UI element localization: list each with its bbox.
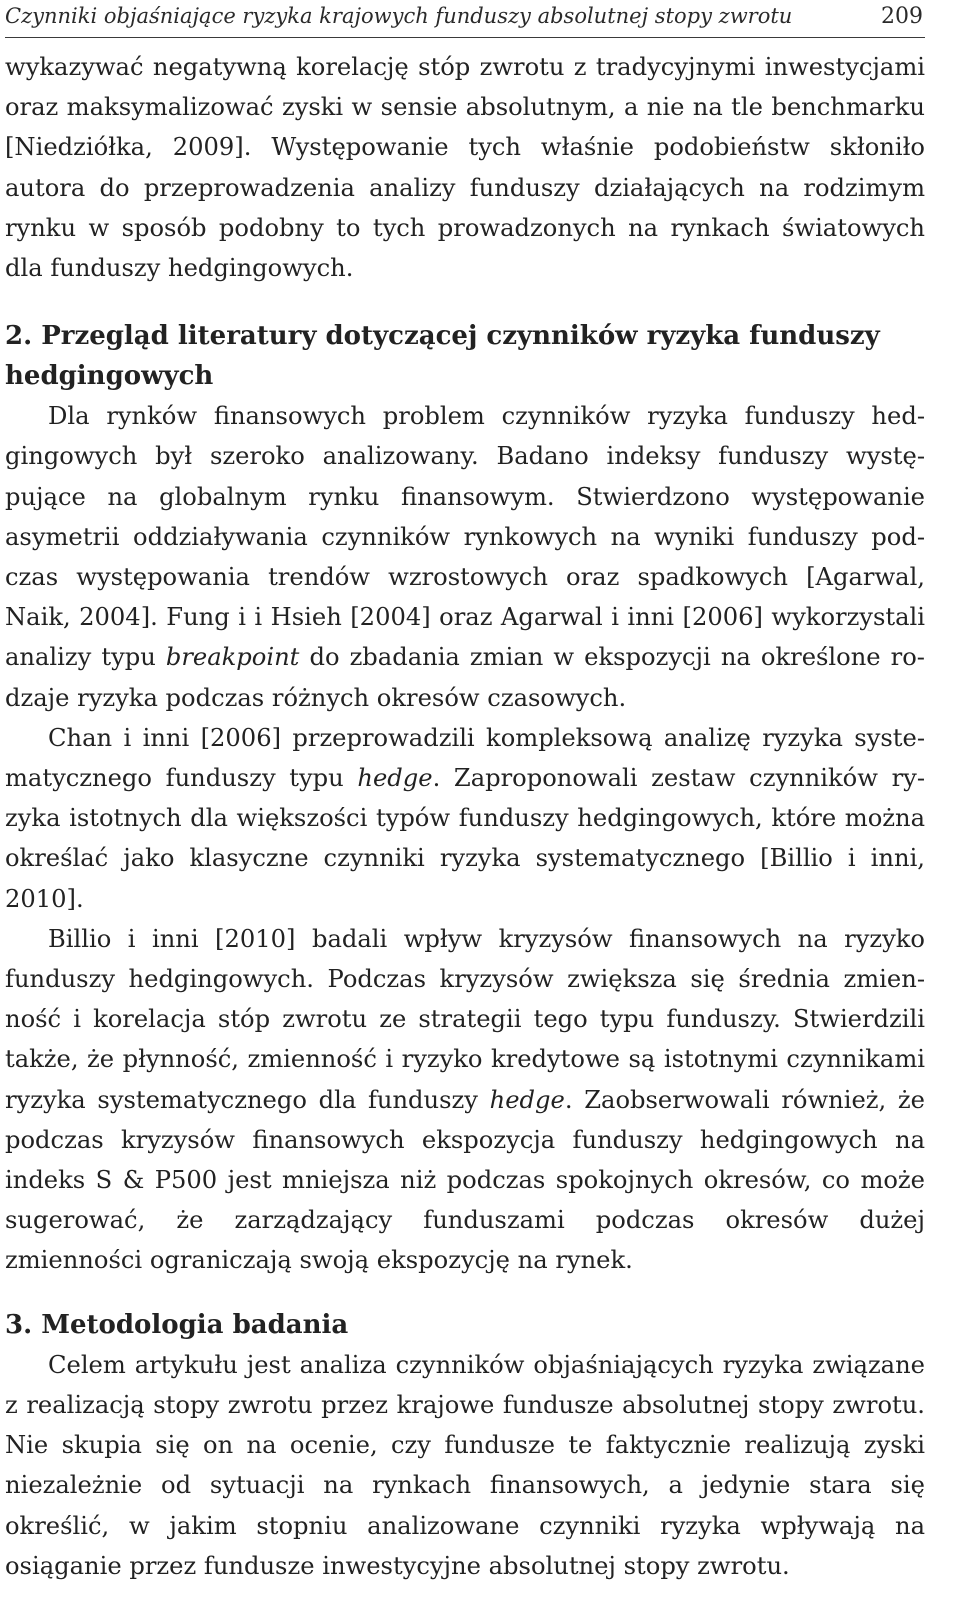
section-3-heading: 3. Metodologia badania (5, 1309, 349, 1340)
running-head-title: Czynniki objaśniające ryzyka krajowych funduszy absolutnej stopy zwrotu (5, 4, 793, 28)
section-2-paragraph-3 (5, 919, 925, 1281)
paragraph-text: Billio i inni [2010] badali wpływ kryzysów finansowych na ryzyko funduszy hedgingowych. Podczas kryzysów zwiększa się średnia zmienność i korelacja stóp zwrotu ze strategii tego typu funduszy. Stwierdzili także, że płynność, zmienność i ryzyko kredytowe są istotnymi czynnikami ryzyka systematycznego dla funduszy (5, 924, 925, 1114)
running-head (5, 0, 925, 38)
intro-paragraph: wykazywać negatywną korelację stóp zwrotu z tradycyjnymi inwestycjami oraz maksymalizować zyski w sensie absolutnym, a nie na tle benchmarku [Niedziółka, 2009]. Występowanie tych właśnie podobieństw skłoniło autora do przeprowadzenia analizy funduszy działających na rodzimym rynku w sposób podobny to tych prowadzonych na rynkach światowych dla funduszy hedgingowych. (5, 53, 925, 283)
section-2-paragraph-2 (5, 718, 925, 919)
section-3-paragraph-1: Celem artykułu jest analiza czynników objaśniających ryzyka związane z realizacją stopy zwrotu przez krajowe fundusze absolutnej stopy zwrotu. Nie skupia się on na ocenie, czy fundusze te faktycznie realizują zyski niezależnie od sytuacji na rynkach finansowych, a jedynie stara się określić, w jakim stopniu analizowane czynniki ryzyka wpływają na osiąganie przez fundusze inwestycyjne absolutnej stopy zwrotu. (5, 1350, 925, 1580)
paragraph-text: Chan i inni [2006] przeprowadzili kompleksową analizę ryzyka systematycznego funduszy typu (5, 723, 925, 793)
page-number: 209 (881, 4, 923, 29)
paragraph-text: do zbadania zmian w ekspozycji na określone rodzaje ryzyka podczas różnych okresów czasowych. (5, 643, 925, 712)
section-2-paragraph-1 (5, 396, 925, 718)
italic-term: hedge (489, 1085, 565, 1114)
italic-term: breakpoint (165, 643, 300, 672)
document-page (5, 0, 925, 1586)
paragraph-text: Dla rynków finansowych problem czynników ryzyka funduszy hedgingowych był szeroko analizowany. Badano indeksy funduszy występujące na globalnym rynku finansowym. Stwierdzono występowanie asymetrii oddziaływania czynników rynkowych na wyniki funduszy podczas występowania trendów wzrostowych oraz spadkowych [Agarwal, Naik, 2004]. Fung i i Hsieh [2004] oraz Agarwal i inni [2006] wykorzystali analizy typu (5, 402, 925, 672)
section-2-heading: 2. Przegląd literatury dotyczącej czynników ryzyka funduszy hedgingowych (5, 321, 880, 392)
italic-term: hedge (357, 764, 433, 793)
paragraph-text: . Zaobserwowali również, że podczas kryzysów finansowych ekspozycja funduszy hedgingowych na indeks S & P500 jest mniejsza niż podczas spokojnych okresów, co może sugerować, że zarządzający funduszami podczas okresów dużej zmienności ograniczają swoją ekspozycję na rynek. (5, 1085, 925, 1275)
paragraph-text: . Zaproponowali zestaw czynników ryzyka istotnych dla większości typów funduszy hedgingowych, które można określać jako klasyczne czynniki ryzyka systematycznego [Billio i inni, 2010]. (5, 764, 925, 913)
